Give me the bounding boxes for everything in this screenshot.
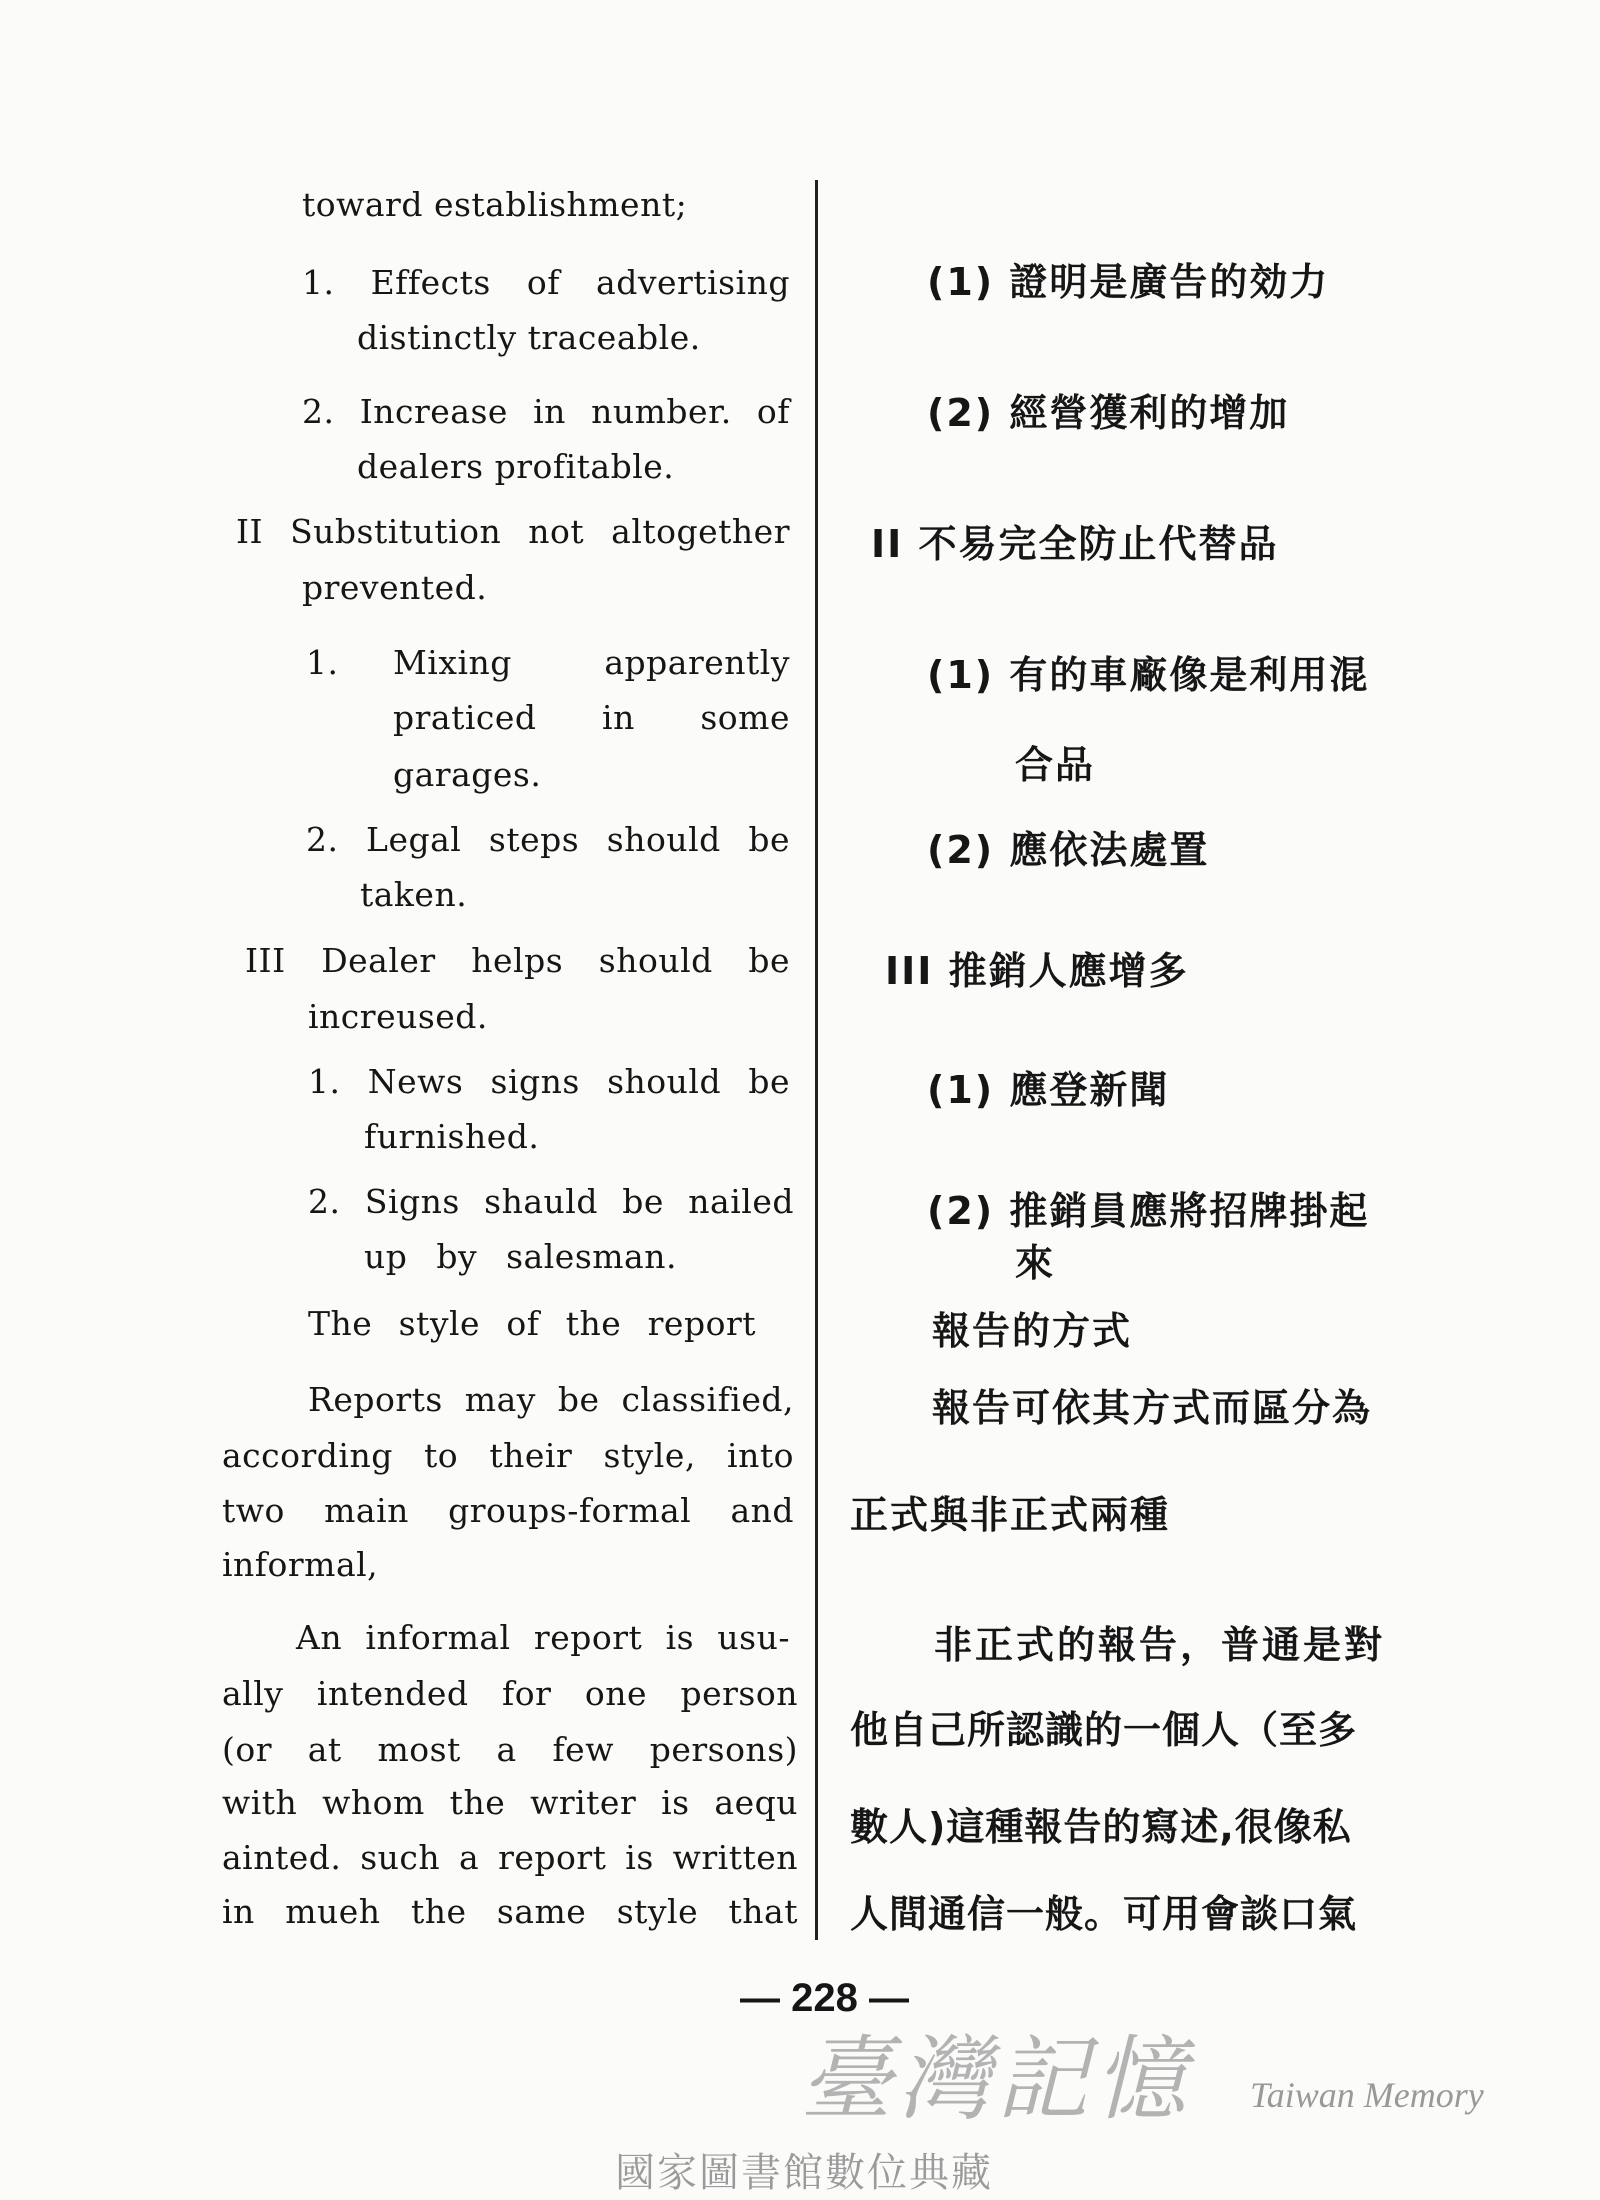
text-line: ally intended for one person <box>222 1674 798 1713</box>
text-line: furnished. <box>364 1117 540 1156</box>
text-line-zh: (2) 經營獲利的增加 <box>927 391 1290 435</box>
text-line: garages. <box>393 755 542 794</box>
text-line: ainted. such a report is written <box>222 1838 798 1877</box>
text-line: taken. <box>360 875 468 914</box>
text-line: increused. <box>308 997 488 1036</box>
page-number: — 228 — <box>740 1976 909 2020</box>
text-line: 2. Increase in number. of <box>302 392 790 431</box>
text-line-zh: (2) 推銷員應將招牌掛起 <box>927 1189 1370 1233</box>
text-line-zh: II 不易完全防止代替品 <box>871 522 1279 566</box>
text-line: with whom the writer is aequ <box>222 1783 798 1822</box>
text-line: II Substitution not altogether <box>236 512 790 551</box>
text-line: Mixing apparently <box>393 643 790 682</box>
text-line: 1. Effects of advertising <box>302 263 790 302</box>
section-heading-zh: 報告的方式 <box>932 1309 1133 1353</box>
text-line: distinctly traceable. <box>357 318 701 357</box>
text-line: III Dealer helps should be <box>245 941 790 980</box>
text-line: dealers profitable. <box>357 447 675 486</box>
text-line-zh: 人間通信一般。可用會談口氣 <box>850 1892 1358 1936</box>
text-line-zh: 合品 <box>1015 743 1096 787</box>
text-line-zh: (1) 有的車廠像是利用混 <box>927 653 1370 697</box>
text-line: in mueh the same style that <box>222 1892 798 1931</box>
text-line: 2. Legal steps should be <box>306 820 790 859</box>
text-line-zh: 來 <box>1015 1241 1056 1285</box>
text-line: according to their style, into <box>222 1436 794 1475</box>
text-line: 1. <box>306 643 339 682</box>
text-line-zh: (2) 應依法處置 <box>927 828 1210 872</box>
text-line-zh: (1) 證明是廣告的効力 <box>927 260 1330 304</box>
watermark-logo: 臺灣記憶 <box>800 2026 1193 2133</box>
text-line-zh: 他自己所認識的一個人（至多 <box>850 1708 1358 1752</box>
text-line-zh: 非正式的報告，普通是對 <box>934 1623 1386 1667</box>
text-line: informal, <box>222 1545 379 1584</box>
section-heading: The style of the report <box>308 1304 756 1343</box>
column-divider <box>815 180 818 1940</box>
text-line: prevented. <box>302 568 488 607</box>
watermark-logo-text: Taiwan Memory <box>1250 2075 1484 2115</box>
text-line: 2. Signs shauld be nailed <box>308 1182 794 1221</box>
text-line-zh: III 推銷人應增多 <box>885 949 1189 993</box>
text-line: (or at most a few persons) <box>222 1730 798 1769</box>
text-line: up by salesman. <box>364 1237 677 1276</box>
text-line: praticed in some <box>393 698 790 737</box>
text-line: two main groups-formal and <box>222 1491 794 1530</box>
footer-attribution: 國家圖書館數位典藏 <box>615 2150 993 2196</box>
text-line: 1. News signs should be <box>308 1062 790 1101</box>
text-line: toward establishment; <box>302 185 688 224</box>
text-line-zh: 正式與非正式兩種 <box>850 1493 1171 1537</box>
text-line-zh: 報告可依其方式而區分為 <box>932 1386 1373 1430</box>
text-line-zh: (1) 應登新聞 <box>927 1068 1170 1112</box>
text-line: Reports may be classified, <box>308 1380 794 1419</box>
text-line-zh: 數人)這種報告的寫述,很像私 <box>850 1805 1352 1849</box>
text-line: An informal report is usu- <box>296 1618 790 1657</box>
